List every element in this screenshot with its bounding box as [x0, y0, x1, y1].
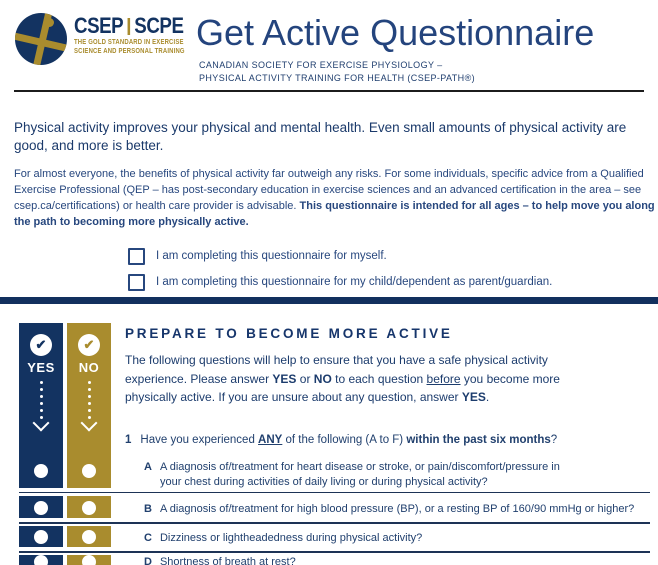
- yes-option-q1d[interactable]: [34, 555, 48, 565]
- no-column: [67, 323, 111, 565]
- no-column-label: NO: [78, 360, 100, 375]
- question-1-number: 1: [125, 434, 132, 446]
- section-intro-yes2: YES: [461, 390, 486, 404]
- logo-separator: [127, 18, 130, 35]
- section-intro-text: you become more physically active. If you are unsure about any question, answer: [125, 371, 560, 404]
- checkbox-myself-label: I am completing this questionnaire for myself.: [156, 250, 387, 262]
- question-1d-letter: D: [144, 556, 152, 565]
- question-1c-letter: C: [144, 532, 152, 544]
- logo-brand-scpe: SCPE: [134, 13, 184, 38]
- question-1c-row: [144, 531, 649, 546]
- section-divider-bar: [0, 297, 658, 304]
- checkbox-row-myself: [128, 244, 387, 268]
- question-1b-letter: B: [144, 503, 152, 515]
- subtitle-line2: PHYSICAL ACTIVITY TRAINING FOR HEALTH (CSEP-PATH®): [199, 73, 476, 83]
- checkbox-myself[interactable]: [128, 248, 145, 265]
- no-option-q1d[interactable]: [82, 555, 96, 565]
- no-dotted-arrow-icon: [67, 381, 111, 419]
- logo-figure-head: [45, 18, 54, 27]
- page-subtitle: [199, 59, 475, 85]
- section-heading: PREPARE TO BECOME MORE ACTIVE: [125, 326, 453, 341]
- section-intro-before: before: [426, 371, 461, 386]
- csep-logo-icon: [15, 13, 67, 65]
- checkbox-child-dependent-label: I am completing this questionnaire for my child/dependent as parent/guardian.: [156, 276, 553, 288]
- section-intro: [125, 351, 595, 407]
- question-1c-text: Dizziness or lightheadedness during physical activity?: [159, 532, 423, 544]
- intro-body-regular: For almost everyone, the benefits of physical activity far outweigh any risks. For some individuals, specific advice from a Qualified Exercise Professional (QEP – has post-secondary education in exercise sciences and an advanced certification in the area – see csep.ca/certifications) or health care provider is advisable.: [14, 168, 644, 212]
- question-1b-row: [144, 502, 649, 517]
- yes-option-q1c[interactable]: [34, 530, 48, 544]
- section-intro-no: NO: [313, 371, 332, 386]
- logo-brand-csep: CSEP: [74, 13, 124, 38]
- intro-lead: Physical activity improves your physical and mental health. Even small amounts of physical activity are good, and more is better.: [14, 120, 627, 153]
- row-divider: [19, 492, 650, 494]
- checkbox-child-dependent[interactable]: [128, 274, 145, 291]
- question-1-text: Have you experienced ANY of the following (A to F) within the past six months?: [140, 434, 558, 446]
- subtitle-line1: CANADIAN SOCIETY FOR EXERCISE PHYSIOLOGY –: [199, 60, 443, 70]
- checkbox-row-child-dependent: [128, 270, 552, 294]
- section-intro-text: The following questions will help to ensure that you have a safe physical activity experience. Please answer: [125, 353, 548, 386]
- csep-logo-text: [74, 15, 185, 56]
- no-option-q1b[interactable]: [82, 501, 96, 515]
- no-option-q1c[interactable]: [82, 530, 96, 544]
- no-option-q1a[interactable]: [82, 464, 96, 478]
- yes-option-q1b[interactable]: [34, 501, 48, 515]
- section-intro-text: .: [485, 390, 490, 404]
- intro-body-bold: This questionnaire is intended for all ages – to help move you along the path to becoming more physically active.: [14, 200, 655, 228]
- section-intro-text: or: [296, 371, 314, 386]
- logo-tagline: [74, 39, 185, 56]
- yes-option-q1a[interactable]: [34, 464, 48, 478]
- intro-body: [14, 166, 658, 230]
- logo-tagline-line1: THE GOLD STANDARD IN EXERCISE: [74, 39, 184, 46]
- yes-check-icon: ✔: [30, 334, 52, 356]
- row-divider: [19, 522, 650, 524]
- question-1a-text: A diagnosis of/treatment for heart disease or stroke, or pain/discomfort/pressure in your chest during activities of daily living or during physical activity?: [159, 461, 560, 488]
- question-1: [125, 434, 650, 446]
- no-check-icon: ✔: [78, 334, 100, 356]
- question-1a-letter: A: [144, 461, 152, 473]
- yes-column-label: YES: [27, 360, 55, 375]
- yes-column: [19, 323, 63, 565]
- page-title: Get Active Questionnaire: [196, 12, 595, 53]
- question-1d-row: [144, 555, 649, 565]
- question-1a-row: [144, 460, 576, 490]
- section-intro-text: to each question: [331, 371, 427, 386]
- logo-tagline-line2: SCIENCE AND PERSONAL TRAINING: [74, 47, 185, 55]
- header-divider: [14, 90, 644, 92]
- yes-dotted-arrow-icon: [19, 381, 63, 419]
- question-1b-text: A diagnosis of/treatment for high blood pressure (BP), or a resting BP of 160/90 mmHg or higher?: [159, 503, 635, 515]
- section-intro-yes: YES: [272, 371, 297, 386]
- logo-brand: [74, 15, 185, 37]
- row-divider: [19, 551, 650, 553]
- question-1d-text: Shortness of breath at rest?: [159, 556, 296, 565]
